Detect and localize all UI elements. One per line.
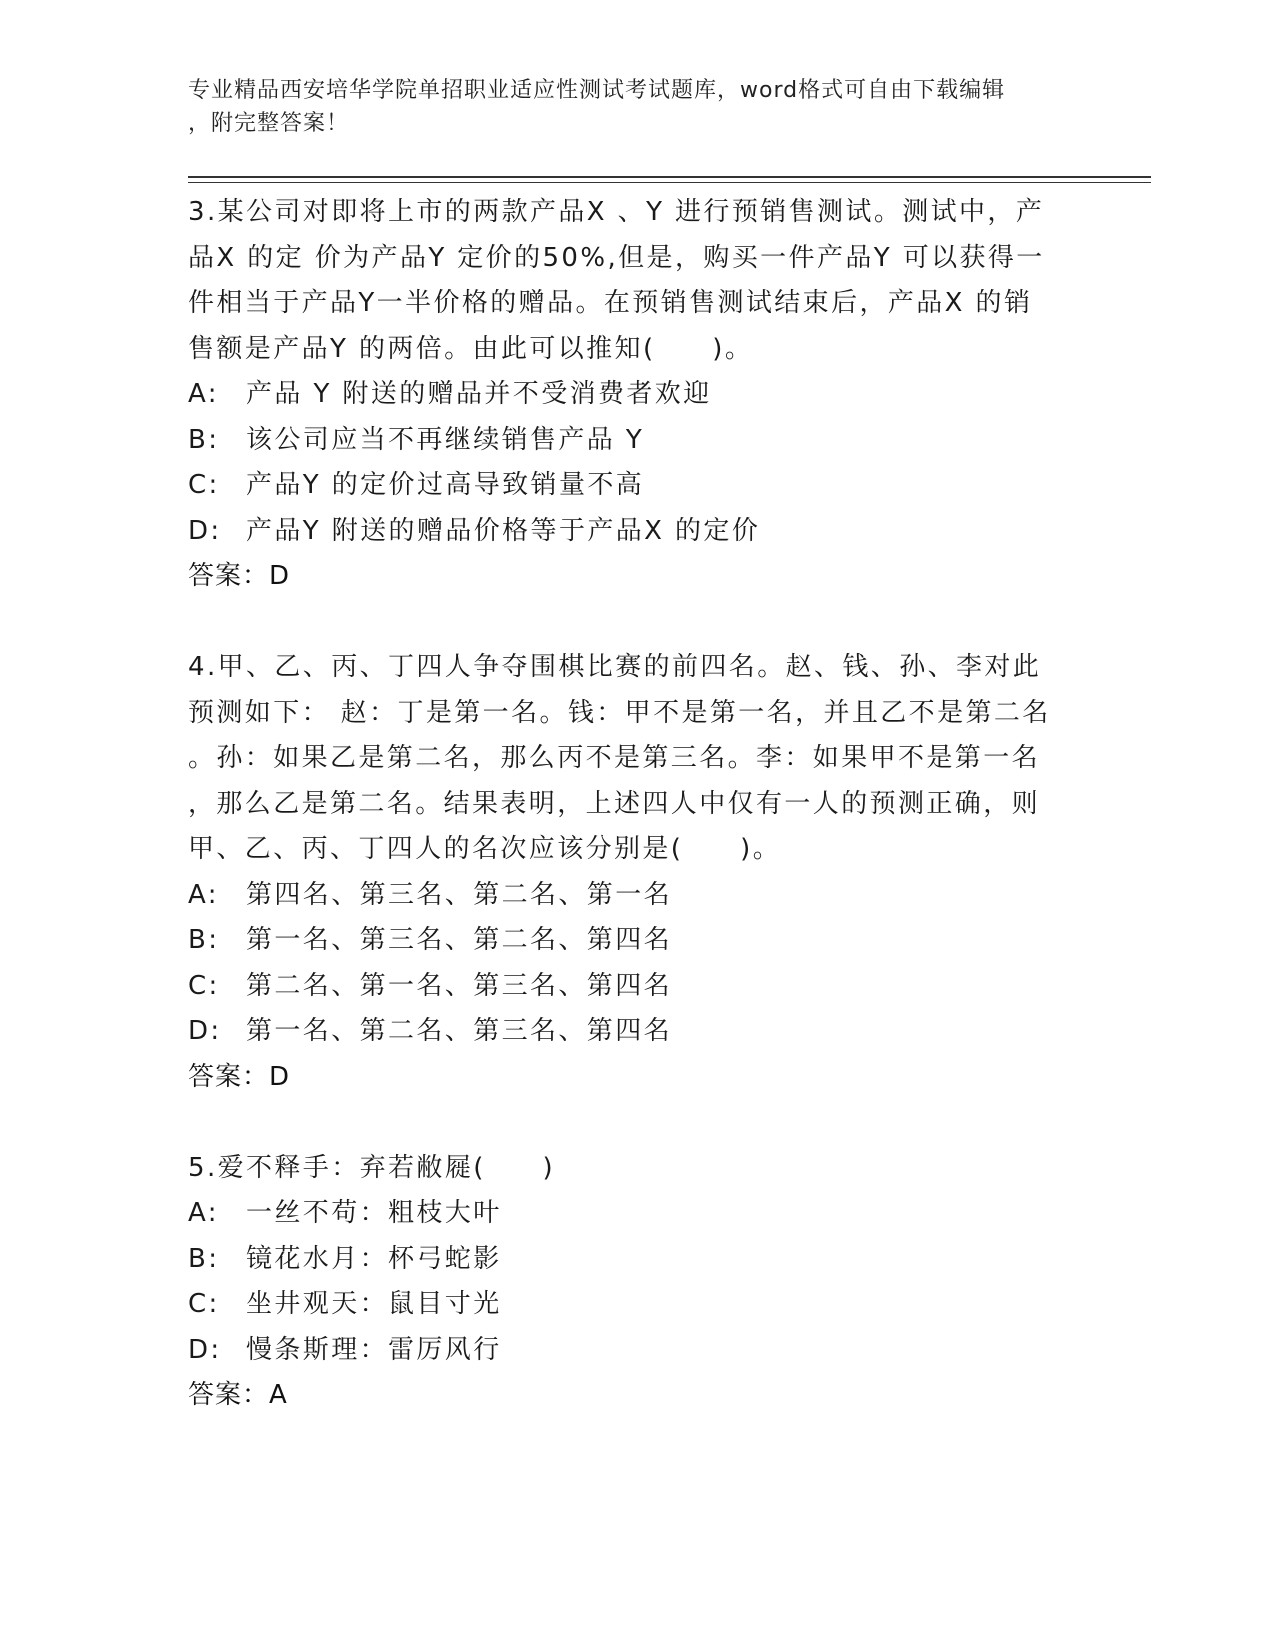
option-text: 产品Y 的定价过高导致销量不高 bbox=[246, 470, 645, 500]
question-stem-line: 售额是产品Y 的两倍。由此可以推知( )。 bbox=[188, 333, 754, 364]
option-letter: A: bbox=[188, 1198, 219, 1228]
option-text: 产品Y 附送的赠品价格等于产品X 的定价 bbox=[246, 515, 761, 546]
option-text: 第二名、第一名、第三名、第四名 bbox=[246, 970, 673, 1001]
document-header bbox=[188, 74, 1088, 140]
option-c bbox=[188, 964, 1088, 1010]
option-c bbox=[188, 463, 1088, 509]
option-c bbox=[188, 1282, 1088, 1328]
header-line-2: ，附完整答案！ bbox=[188, 111, 350, 136]
question-3 bbox=[188, 190, 1088, 600]
option-text: 坐井观天：鼠目寸光 bbox=[246, 1289, 502, 1319]
option-letter: D: bbox=[188, 1334, 222, 1365]
option-letter: A: bbox=[188, 379, 219, 409]
question-stem-line: 件相当于产品Y一半价格的赠品。在预销售测试结束后，产品X 的销 bbox=[188, 288, 1033, 318]
option-a bbox=[188, 1191, 1088, 1237]
question-stem-line: 预测如下： 赵：丁是第一名。钱：甲不是第一名，并且乙不是第二名 bbox=[188, 697, 1051, 728]
option-text: 一丝不苟：粗枝大叶 bbox=[246, 1198, 502, 1228]
option-letter: D: bbox=[188, 1016, 222, 1046]
question-spacer bbox=[188, 1100, 1088, 1146]
option-text: 慢条斯理：雷厉风行 bbox=[246, 1334, 502, 1365]
option-text: 第一名、第二名、第三名、第四名 bbox=[246, 1016, 673, 1046]
option-d bbox=[188, 1328, 1088, 1374]
header-rule-thin bbox=[188, 182, 1151, 183]
option-a bbox=[188, 873, 1088, 919]
answer-line: 答案：D bbox=[188, 561, 291, 591]
option-letter: B: bbox=[188, 424, 220, 455]
option-letter: D: bbox=[188, 515, 222, 546]
option-a bbox=[188, 372, 1088, 418]
option-b bbox=[188, 418, 1088, 464]
option-letter: A: bbox=[188, 879, 219, 910]
question-stem-line: 。孙：如果乙是第二名，那么丙不是第三名。李：如果甲不是第一名 bbox=[188, 743, 1041, 773]
option-letter: C: bbox=[188, 1289, 220, 1319]
option-letter: B: bbox=[188, 1243, 220, 1274]
question-5 bbox=[188, 1146, 1088, 1419]
question-stem-line: 品X 的定 价为产品Y 定价的50%,但是，购买一件产品Y 可以获得一 bbox=[188, 242, 1045, 273]
question-stem-line: 5.爱不释手：弃若敝屣( ) bbox=[188, 1152, 556, 1183]
option-b bbox=[188, 918, 1088, 964]
option-text: 产品 Y 附送的赠品并不受消费者欢迎 bbox=[246, 379, 712, 409]
header-line-1: 专业精品西安培华学院单招职业适应性测试考试题库，word格式可自由下载编辑 bbox=[188, 78, 1006, 103]
answer-line: 答案：A bbox=[188, 1380, 288, 1410]
option-text: 第一名、第三名、第二名、第四名 bbox=[246, 925, 673, 955]
question-4 bbox=[188, 645, 1088, 1100]
option-text: 镜花水月：杯弓蛇影 bbox=[246, 1243, 502, 1274]
option-letter: B: bbox=[188, 925, 220, 955]
header-rule-thick bbox=[188, 176, 1151, 178]
option-d bbox=[188, 1009, 1088, 1055]
option-b bbox=[188, 1237, 1088, 1283]
option-text: 第四名、第三名、第二名、第一名 bbox=[246, 879, 673, 910]
option-letter: C: bbox=[188, 470, 220, 500]
question-list bbox=[188, 190, 1088, 1419]
answer-line: 答案：D bbox=[188, 1061, 291, 1092]
question-stem-line: 甲、乙、丙、丁四人的名次应该分别是( )。 bbox=[188, 834, 782, 864]
question-stem-line: ，那么乙是第二名。结果表明，上述四人中仅有一人的预测正确，则 bbox=[188, 788, 1041, 819]
question-spacer bbox=[188, 600, 1088, 646]
question-stem-line: 4.甲、乙、丙、丁四人争夺围棋比赛的前四名。赵、钱、孙、李对此 bbox=[188, 652, 1042, 682]
option-letter: C: bbox=[188, 970, 220, 1001]
option-d bbox=[188, 509, 1088, 555]
question-stem-line: 3.某公司对即将上市的两款产品X 、Y 进行预销售测试。测试中，产 bbox=[188, 197, 1045, 227]
option-text: 该公司应当不再继续销售产品 Y bbox=[246, 424, 645, 455]
